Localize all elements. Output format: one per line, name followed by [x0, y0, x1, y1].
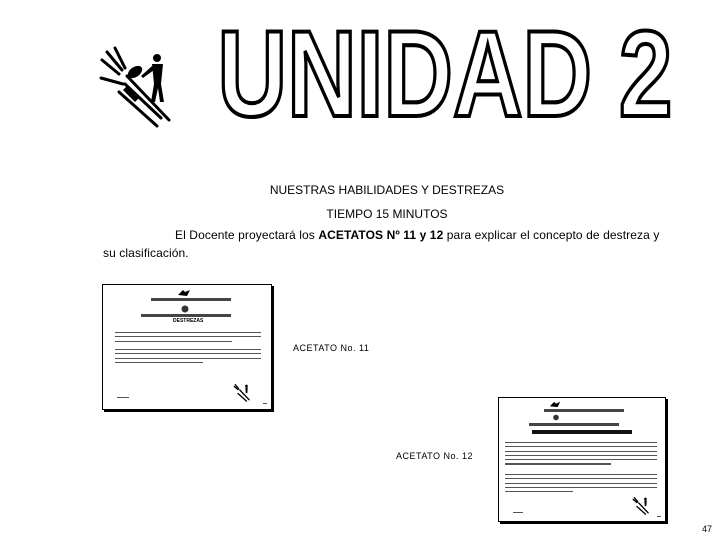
intro-paragraph	[103, 226, 668, 262]
time-label: TIEMPO 15 MINUTOS	[326, 207, 448, 221]
page-number: 47	[702, 524, 713, 534]
slide-inner-title: DESTREZAS	[173, 318, 204, 324]
seal-small-icon	[180, 305, 190, 313]
sign-language-hands-small-icon	[230, 382, 254, 402]
section-heading: NUESTRAS HABILIDADES Y DESTREZAS	[269, 183, 505, 197]
logo-small-icon	[549, 401, 561, 408]
sign-language-hands-icon	[97, 40, 177, 130]
transparency-11-caption: ACETATO No. 11	[293, 343, 370, 353]
logo-small-icon	[177, 289, 191, 297]
transparency-11-thumbnail	[102, 284, 272, 410]
unit-title-text: UNIDAD 2	[217, 8, 673, 138]
transparency-12-caption: ACETATO No. 12	[396, 451, 474, 461]
intro-text-bold: ACETATOS Nº 11 y 12	[318, 228, 444, 242]
transparency-12-thumbnail	[498, 397, 666, 522]
sign-language-hands-small-icon	[629, 495, 653, 515]
intro-text-1: El Docente proyectará los	[175, 228, 319, 242]
intro-text-2: para explicar el concepto de destreza y su clasificación.	[103, 228, 660, 260]
unit-title	[210, 8, 680, 138]
seal-small-icon	[552, 414, 560, 421]
